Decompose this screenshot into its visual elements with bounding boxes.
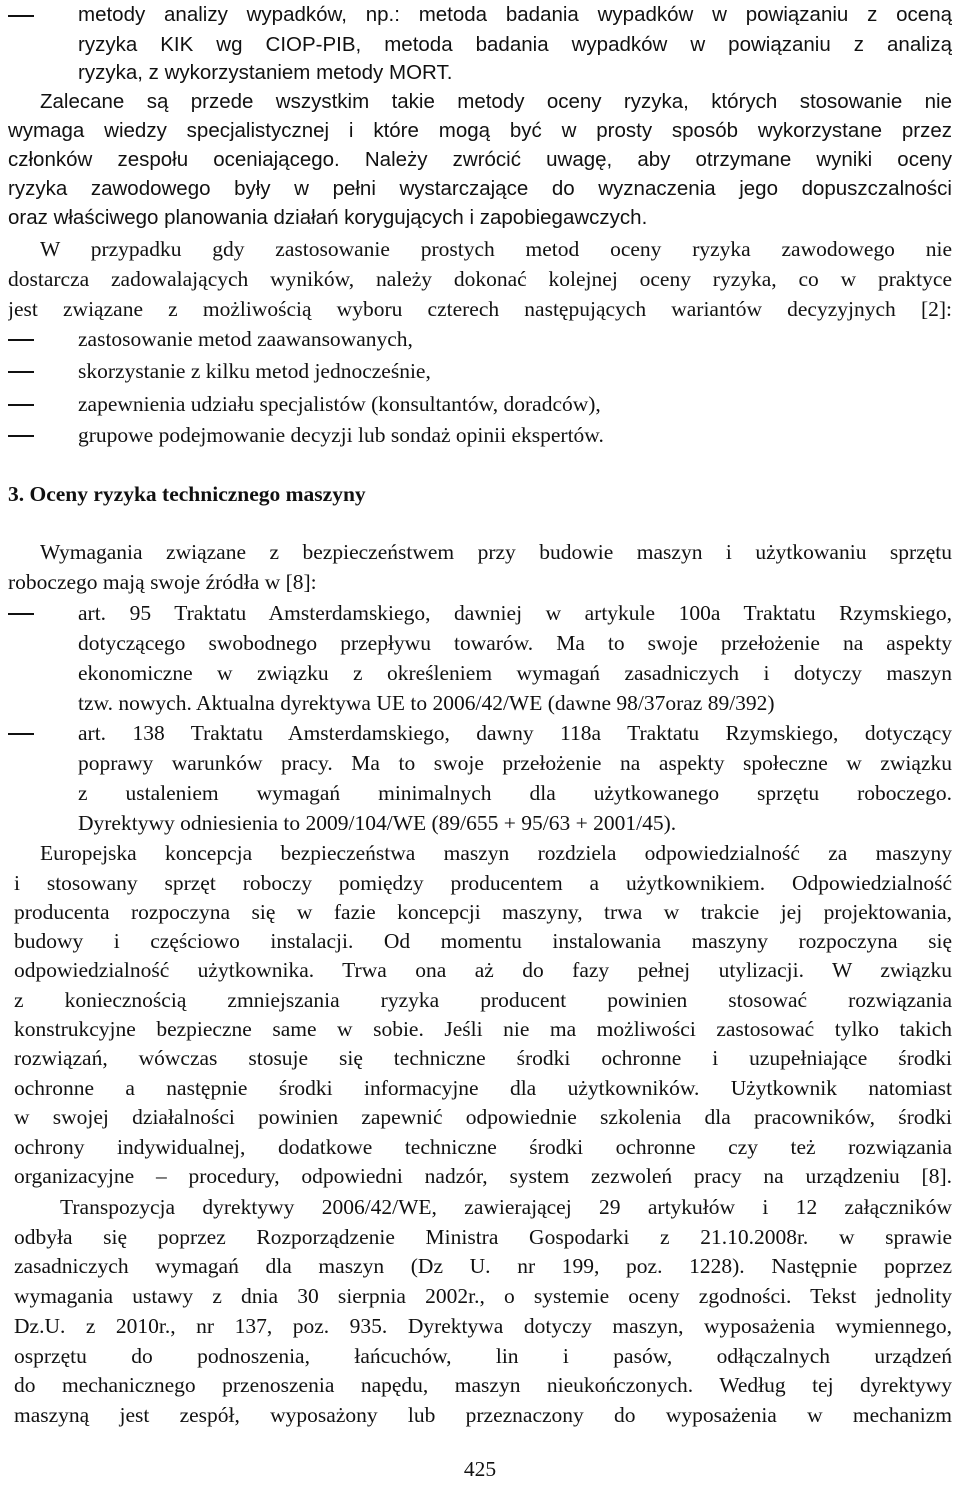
text-line: do mechanicznego przenoszenia napędu, maszyn nieukończonych. Według tej dyrektywy [14, 1373, 952, 1397]
text-line: z koniecznością zmniejszania ryzyka producent powinien stosować rozwiązania [14, 988, 952, 1012]
text-line: W przypadku gdy zastosowanie prostych metod oceny ryzyka zawodowego nie [40, 237, 952, 261]
text-line: organizacyjne – procedury, odpowiedni nadzór, system zezwoleń pracy na urządzeniu [8]. [14, 1164, 952, 1188]
list-item: zapewnienia udziału specjalistów (konsultantów, doradców), [78, 392, 601, 416]
section-heading: 3. Oceny ryzyka technicznego maszyny [8, 482, 366, 506]
text-line: roboczego mają swoje źródła w [8]: [8, 570, 317, 594]
text-line: odpowiedzialność użytkownika. Trwa ona aż do fazy pełnej utylizacji. W związku [14, 958, 952, 982]
text-line: ryzyka KIK wg CIOP-PIB, metoda badania wypadków w powiązaniu z analizą [78, 33, 952, 56]
text-line: rozwiązań, wówczas stosuje się techniczne środki ochronne i uzupełniające środki [14, 1046, 952, 1070]
text-line: poprawy warunków pracy. Ma to swoje przełożenie na aspekty społeczne w związku [78, 751, 952, 775]
text-line: oraz właściwego planowania działań korygujących i zapobiegawczych. [8, 206, 648, 229]
text-line: ryzyka zawodowego były w pełni wystarczające do wyznaczenia jego dopuszczalności [8, 177, 952, 200]
text-line: zasadniczych wymagań dla maszyn (Dz U. nr 199, poz. 1228). Następnie poprzez [14, 1254, 952, 1278]
text-line: Zalecane są przede wszystkim takie metody oceny ryzyka, których stosowanie nie [40, 90, 952, 113]
text-line: wymaga wiedzy specjalistycznej i które mogą być w prosty sposób wykorzystane przez [8, 119, 952, 142]
text-line: Dz.U. z 2010r., nr 137, poz. 935. Dyrektywa dotyczy maszyn, wyposażenia wymiennego, [14, 1314, 952, 1338]
text-line: dostarcza zadowalających wyników, należy dokonać kolejnej oceny ryzyka, co w praktyce [8, 267, 952, 291]
text-line: osprzętu do podnoszenia, łańcuchów, lin i pasów, odłączalnych urządzeń [14, 1344, 952, 1368]
list-dash [8, 420, 36, 450]
list-item: zastosowanie metod zaawansowanych, [78, 327, 413, 351]
list-dash [8, 598, 36, 628]
text-line: ekonomiczne w związku z określeniem wymagań zasadniczych i dotyczy maszyn [78, 661, 952, 685]
text-line: budowy i częściowo instalacji. Od momentu instalowania maszyny rozpoczyna się [14, 929, 952, 953]
text-line: w swojej działalności powinien zapewnić odpowiednie szkolenia dla pracowników, środki [14, 1105, 952, 1129]
text-line: jest związane z możliwością wyboru czterech następujących wariantów decyzyjnych [2]: [8, 297, 952, 321]
text-line: konstrukcyjne bezpieczne same w sobie. Jeśli nie ma możliwości zastosować tylko takich [14, 1017, 952, 1041]
text-line: Wymagania związane z bezpieczeństwem przy budowie maszyn i użytkowaniu sprzętu [40, 540, 952, 564]
list-item: art. 138 Traktatu Amsterdamskiego, dawny 118a Traktatu Rzymskiego, dotyczący [78, 721, 952, 745]
text-line: ochronne a następnie środki informacyjne dla użytkowników. Użytkownik natomiast [14, 1076, 952, 1100]
list-dash [8, 356, 36, 386]
list-dash [8, 718, 36, 748]
text-line: Europejska koncepcja bezpieczeństwa maszyn rozdziela odpowiedzialność za maszyny [40, 841, 952, 865]
list-item: grupowe podejmowanie decyzji lub sondaż opinii ekspertów. [78, 423, 604, 447]
text-line: metody analizy wypadków, np.: metoda badania wypadków w powiązaniu z oceną [78, 3, 952, 26]
text-line: Transpozycja dyrektywy 2006/42/WE, zawierającej 29 artykułów i 12 załączników [60, 1195, 952, 1219]
text-line: członków zespołu oceniającego. Należy zwrócić uwagę, aby otrzymane wyniki oceny [8, 148, 952, 171]
page-number: 425 [463, 1457, 497, 1481]
text-line: ochrony indywidualnej, dodatkowe techniczne środki ochronne czy też rozwiązania [14, 1135, 952, 1159]
list-dash [8, 324, 36, 354]
text-line: wymagania ustawy z dnia 30 sierpnia 2002r., o systemie oceny zgodności. Tekst jednolity [14, 1284, 952, 1308]
text-line: z ustaleniem wymagań minimalnych dla użytkowanego sprzętu roboczego. [78, 781, 952, 805]
text-line: tzw. nowych. Aktualna dyrektywa UE to 2006/42/WE (dawne 98/37oraz 89/392) [78, 691, 775, 715]
text-line: ryzyka, z wykorzystaniem metody MORT. [78, 61, 453, 84]
list-dash [8, 389, 36, 419]
text-line: Dyrektywy odniesienia to 2009/104/WE (89/655 + 95/63 + 2001/45). [78, 811, 677, 835]
text-line: maszyną jest zespół, wyposażony lub przeznaczony do wyposażenia w mechanizm [14, 1403, 952, 1427]
list-item: skorzystanie z kilku metod jednocześnie, [78, 359, 431, 383]
text-line: producenta rozpoczyna się w fazie koncepcji maszyny, trwa w trakcie jej projektowania, [14, 900, 952, 924]
text-line: i stosowany sprzęt roboczy pomiędzy producentem a użytkownikiem. Odpowiedzialność [14, 871, 952, 895]
list-dash [8, 0, 36, 30]
text-line: odbyła się poprzez Rozporządzenie Ministra Gospodarki z 21.10.2008r. w sprawie [14, 1225, 952, 1249]
list-item: art. 95 Traktatu Amsterdamskiego, dawniej w artykule 100a Traktatu Rzymskiego, [78, 601, 952, 625]
text-line: dotyczącego swobodnego przepływu towarów. Ma to swoje przełożenie na aspekty [78, 631, 952, 655]
